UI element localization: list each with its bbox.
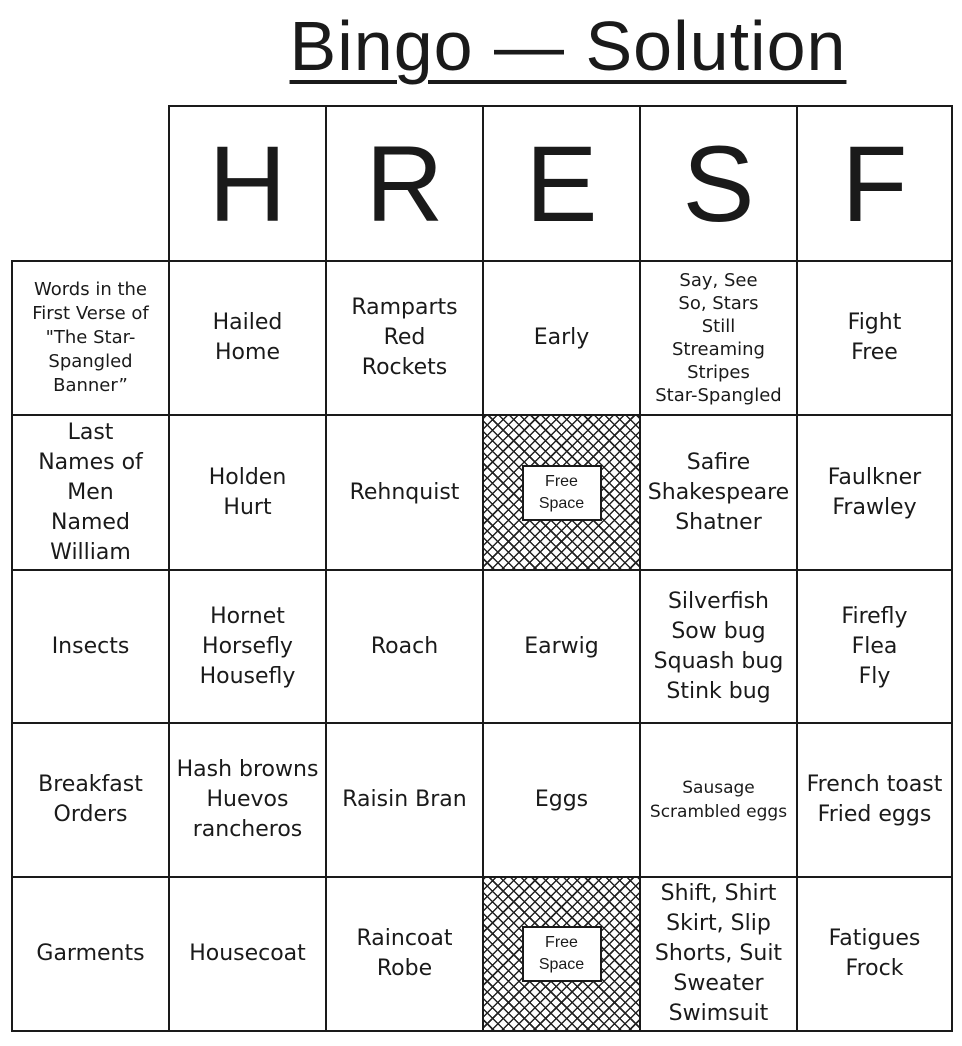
bingo-cell: Raisin Bran (325, 722, 484, 878)
bingo-cell: Shift, Shirt Skirt, Slip Shorts, Suit Sweater Swimsuit (639, 876, 798, 1032)
bingo-cell: Faulkner Frawley (796, 414, 953, 571)
bingo-cell: Hailed Home (168, 260, 327, 416)
bingo-cell: Fight Free (796, 260, 953, 416)
column-header-s: S (639, 105, 798, 262)
row-category: Insects (11, 569, 170, 724)
bingo-cell: Early (482, 260, 641, 416)
free-space-label: Free Space (522, 465, 602, 521)
bingo-cell: Say, See So, Stars Still Streaming Stripes Star-Spangled (639, 260, 798, 416)
column-header-f: F (796, 105, 953, 262)
bingo-cell: Earwig (482, 569, 641, 724)
bingo-cell: Roach (325, 569, 484, 724)
column-header-r: R (325, 105, 484, 262)
free-space-label: Free Space (522, 926, 602, 982)
bingo-cell: Safire Shakespeare Shatner (639, 414, 798, 571)
free-space-cell (482, 414, 641, 571)
bingo-cell: Hash browns Huevos rancheros (168, 722, 327, 878)
column-header-e: E (482, 105, 641, 262)
free-space-cell (482, 876, 641, 1032)
bingo-cell: Rehnquist (325, 414, 484, 571)
bingo-cell: Firefly Flea Fly (796, 569, 953, 724)
row-category: Words in the First Verse of "The Star- Spangled Banner” (11, 260, 170, 416)
row-category: Last Names of Men Named William (11, 414, 170, 571)
bingo-cell: Holden Hurt (168, 414, 327, 571)
bingo-cell: French toast Fried eggs (796, 722, 953, 878)
row-category: Breakfast Orders (11, 722, 170, 878)
bingo-cell: Fatigues Frock (796, 876, 953, 1032)
page-title: Bingo — Solution (289, 7, 847, 85)
bingo-cell: Housecoat (168, 876, 327, 1032)
bingo-cell: Silverfish Sow bug Squash bug Stink bug (639, 569, 798, 724)
row-category: Garments (11, 876, 170, 1032)
bingo-cell: Raincoat Robe (325, 876, 484, 1032)
bingo-cell: Sausage Scrambled eggs (639, 722, 798, 878)
bingo-cell: Ramparts Red Rockets (325, 260, 484, 416)
bingo-cell: Hornet Horsefly Housefly (168, 569, 327, 724)
bingo-cell: Eggs (482, 722, 641, 878)
column-header-h: H (168, 105, 327, 262)
